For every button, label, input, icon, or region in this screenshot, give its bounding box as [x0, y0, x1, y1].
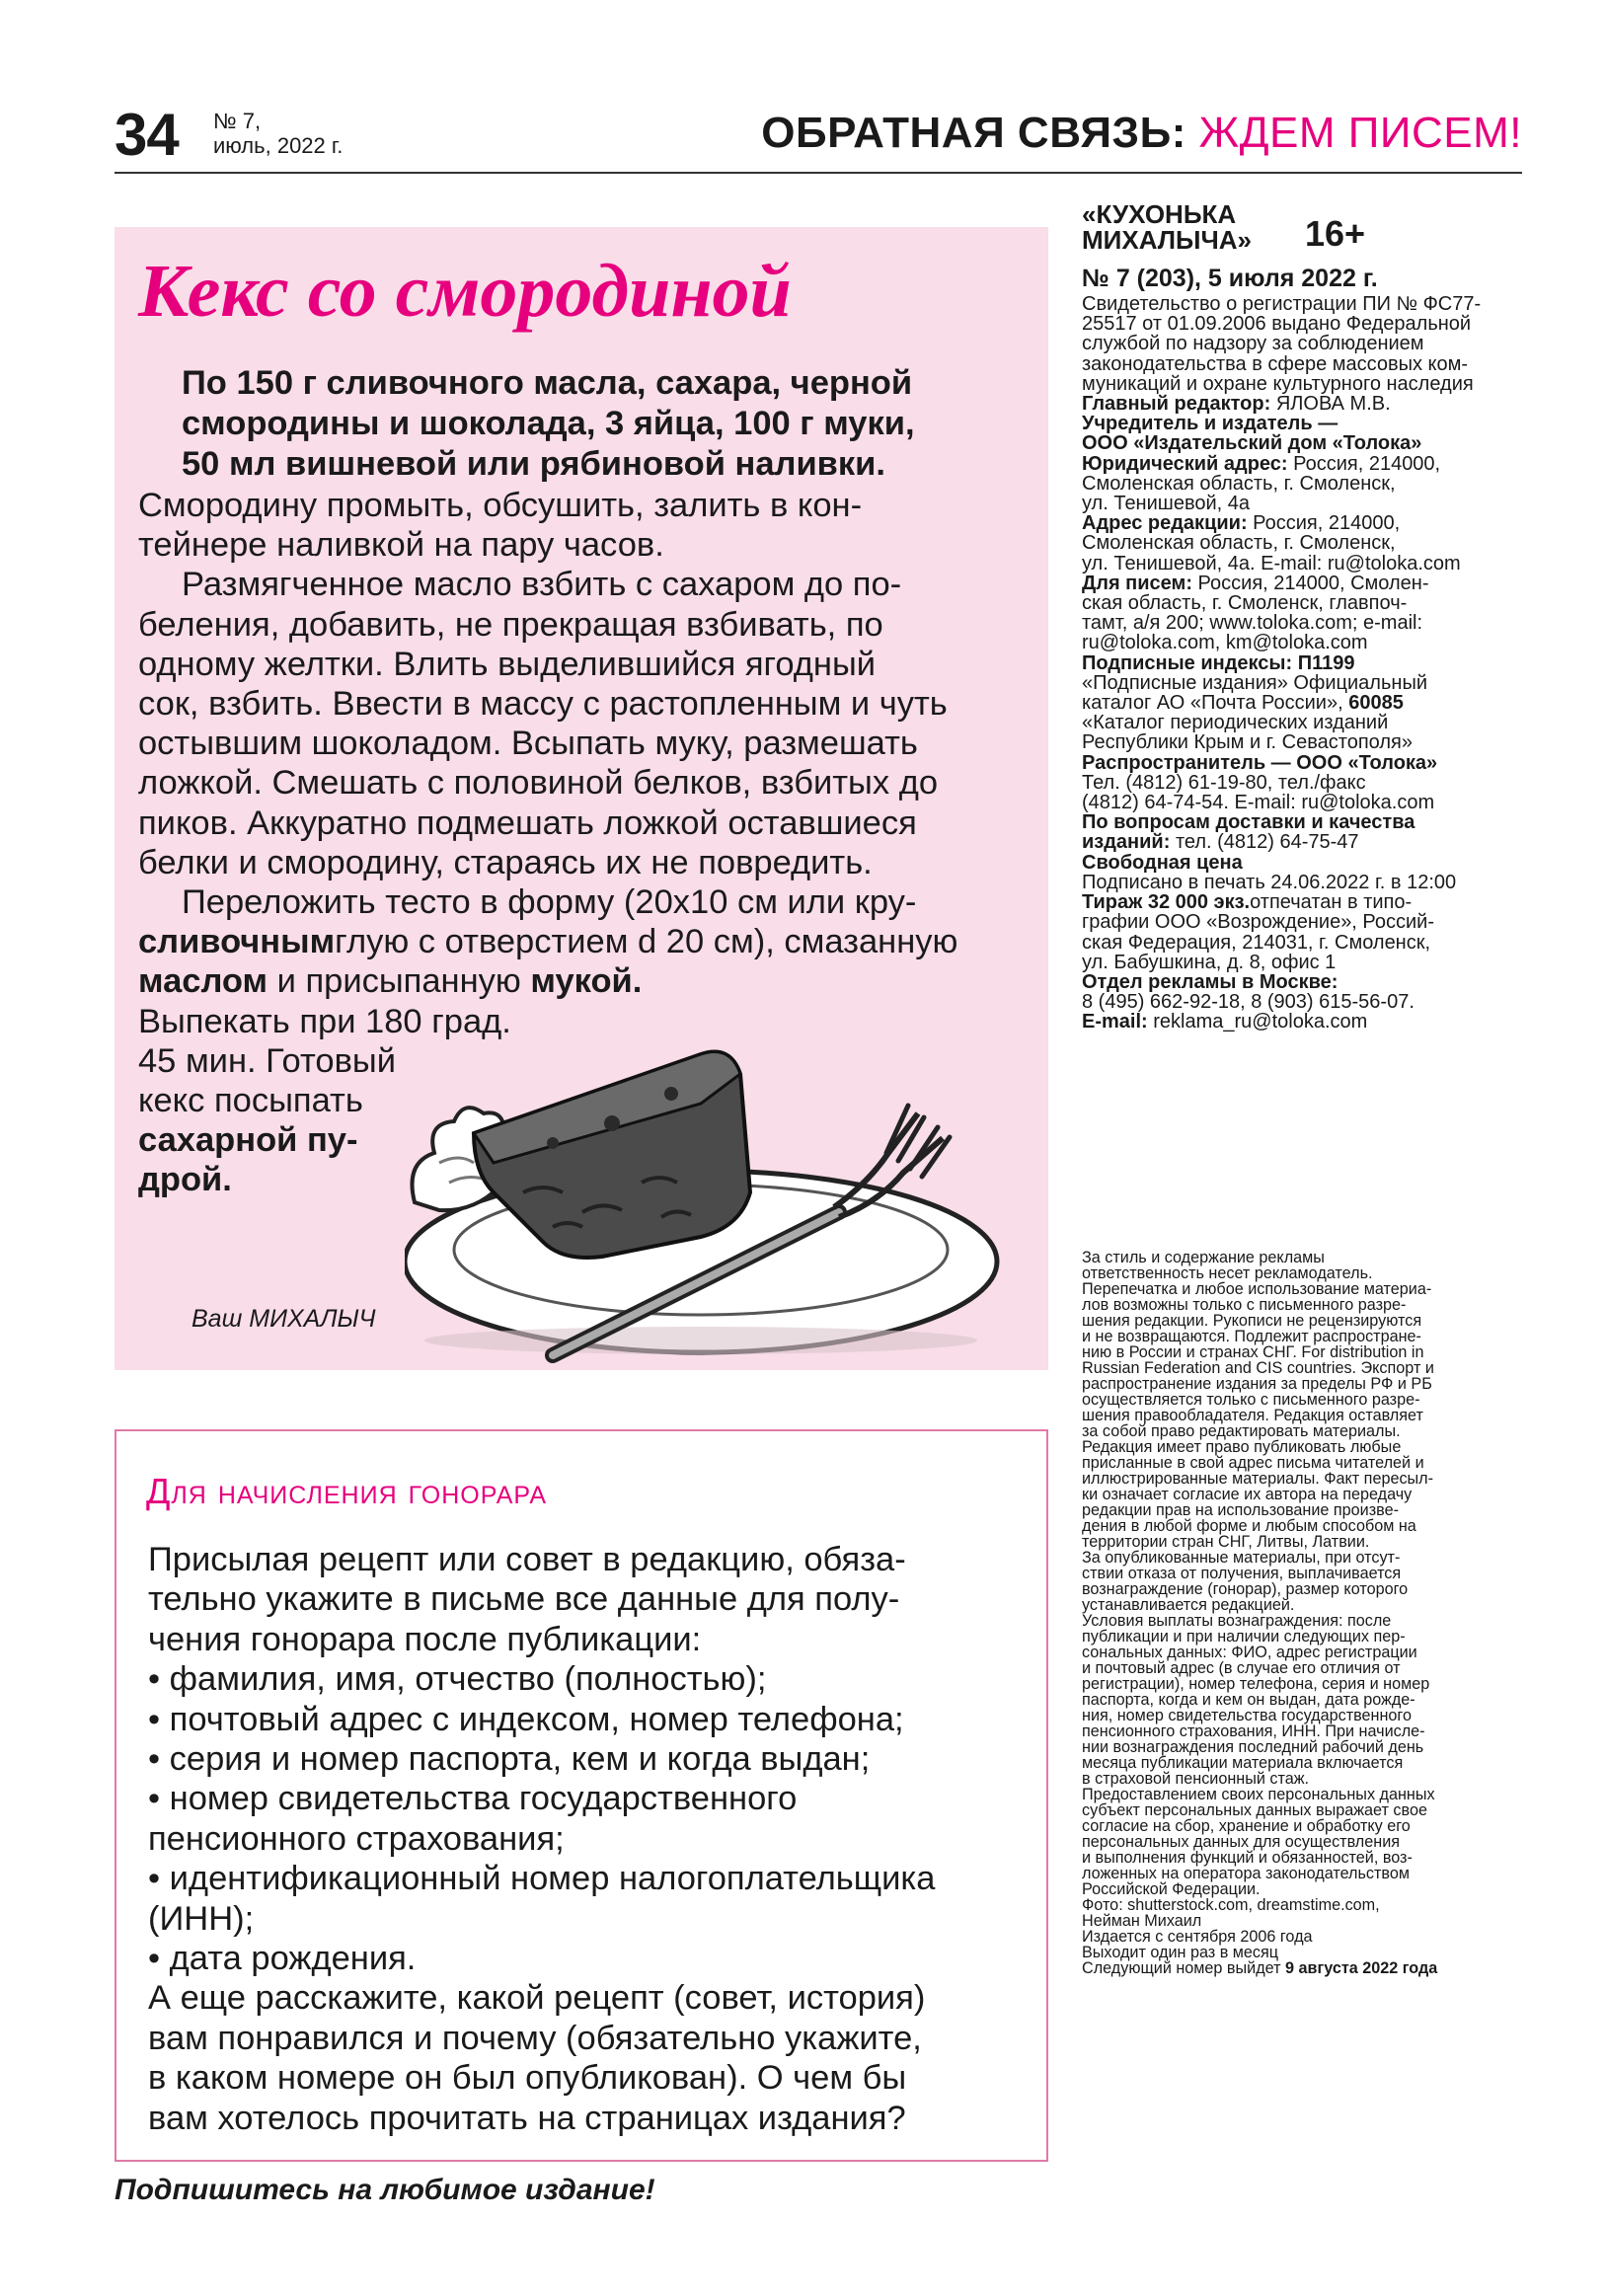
text: каталог АО «Почта России», [1082, 692, 1349, 715]
text: законодательства в сфере массовых ком- [1082, 352, 1469, 375]
text: тейнере наливкой на пару часов. [138, 526, 664, 565]
imprint-line [1082, 433, 1526, 453]
text: ЯЛОВА М.В. [1270, 393, 1391, 416]
text: «Каталог периодических изданий [1082, 712, 1389, 734]
honorarium-line: в каком номере он был опубликован). О чем бы [148, 2059, 907, 2098]
instruction-line [138, 882, 1036, 922]
bold-text: изданий: [1082, 831, 1171, 854]
text: Предоставлением своих персональных данных [1082, 1786, 1435, 1803]
text: сональных данных: ФИО, адрес регистрации [1082, 1644, 1417, 1661]
text: ложкой. Смешать с половиной белков, взбитых до [138, 764, 939, 803]
text: лов возможны только с письменного разре- [1082, 1296, 1407, 1314]
recipe-title: Кекс со смородиной [138, 250, 792, 333]
text: Россия, 214000, [1287, 452, 1441, 475]
imprint-line [1082, 972, 1526, 992]
text: ответственность несет рекламодатель. [1082, 1264, 1373, 1282]
text: редакции прав на использование произве- [1082, 1501, 1399, 1519]
text: и присыпанную [268, 962, 531, 1001]
text: тамт, а/я 200; www.toloka.com; e-mail: [1082, 612, 1423, 635]
text: Тел. (4812) 61-19-80, тел./факс [1082, 771, 1366, 794]
honorarium-text [148, 1540, 1027, 2138]
text: глую с отверстием d 20 см), смазанную [335, 923, 958, 961]
honorarium-title: Для начисления гонорара [146, 1471, 548, 1511]
imprint-line [1082, 613, 1526, 633]
legal-line [1082, 1408, 1526, 1423]
text: Россия, 214000, Смолен- [1192, 572, 1429, 594]
bold-text: E-mail: [1082, 1011, 1148, 1033]
text: Перепечатка и любое использование материа- [1082, 1280, 1432, 1298]
imprint-details [1082, 294, 1526, 1033]
instruction-line [138, 525, 1036, 565]
text: и почтовый адрес (в случае его отличия от [1082, 1659, 1401, 1677]
honorarium-line: • фамилия, имя, отчество (полностью); [148, 1660, 767, 1699]
text: ки означает согласие их автора на передачу [1082, 1486, 1413, 1503]
honorarium-line: • дата рождения. [148, 1940, 417, 1978]
instruction-line [138, 486, 1036, 525]
text: reklama_ru@toloka.com [1147, 1011, 1368, 1033]
legal-line [1082, 1360, 1526, 1376]
text: согласие на сбор, хранение и обработку его [1082, 1817, 1411, 1835]
imprint-line [1082, 873, 1526, 892]
text: нии вознаграждения последний рабочий день [1082, 1738, 1424, 1756]
legal-line [1082, 1329, 1526, 1344]
magazine-name-line1: «КУХОНЬКА [1082, 199, 1237, 229]
text: осуществляется только с письменного разре- [1082, 1391, 1420, 1409]
legal-line [1082, 1518, 1526, 1534]
legal-line [1082, 1313, 1526, 1329]
text: шения редакции. Рукописи не рецензируются [1082, 1312, 1422, 1330]
bold-text: дрой. [138, 1161, 232, 1199]
imprint-line [1082, 414, 1526, 433]
text: Смоленская область, г. Смоленск, [1082, 532, 1396, 555]
legal-line [1082, 1897, 1526, 1913]
page-number: 34 [115, 102, 179, 168]
ingredient-line: По 150 г сливочного масла, сахара, черной [182, 364, 913, 402]
bold-text: Учредитель и издатель — [1082, 413, 1338, 435]
imprint-line [1082, 653, 1526, 673]
text: публикации и при наличии следующих пер- [1082, 1628, 1406, 1645]
text: Выходит один раз в месяц [1082, 1944, 1279, 1961]
text: сок, взбить. Ввести в массу с растопленным и чуть [138, 685, 948, 724]
cake-plate-illustration [405, 1015, 1048, 1370]
text: Свидетельство о регистрации ПИ № ФС77- [1082, 293, 1482, 315]
text: 45 мин. Готовый [138, 1041, 396, 1080]
ingredient-line: 50 мл вишневой или рябиновой наливки. [182, 445, 885, 483]
text: Российской Федерации. [1082, 1880, 1261, 1898]
legal-line [1082, 1392, 1526, 1408]
text: Республики Крым и г. Севастополя» [1082, 731, 1413, 754]
text: территории стран СНГ, Литвы, Латвии. [1082, 1533, 1370, 1551]
honorarium-line: вам понравился и почему (обязательно укажите, [148, 2019, 922, 2057]
legal-line [1082, 1455, 1526, 1471]
honorarium-line: пенсионного страхования; [148, 1819, 565, 1858]
legal-line [1082, 1629, 1526, 1645]
bold-text: Юридический адрес: [1082, 452, 1288, 475]
text: тел. (4812) 64-75-47 [1170, 831, 1359, 854]
text: ул. Тенишевой, 4а [1082, 493, 1250, 515]
imprint-line [1082, 294, 1526, 314]
text: персональных данных для осуществления [1082, 1833, 1401, 1851]
legal-line [1082, 1850, 1526, 1866]
honorarium-line: вам хотелось прочитать на страницах издания? [148, 2099, 906, 2137]
text: (4812) 64-74-54. E-mail: ru@toloka.com [1082, 792, 1435, 814]
imprint-line [1082, 793, 1526, 812]
legal-line [1082, 1660, 1526, 1676]
text: ул. Бабушкина, д. 8, офис 1 [1082, 951, 1337, 973]
legal-line [1082, 1439, 1526, 1455]
text: муникаций и охране культурного наследия [1082, 372, 1474, 395]
issue-info [213, 109, 343, 158]
bold-text: 60085 [1348, 692, 1404, 715]
imprint-line [1082, 454, 1526, 474]
text: Фото: shutterstock.com, dreamstime.com, [1082, 1896, 1380, 1914]
text: устанавливается редакцией. [1082, 1596, 1295, 1614]
text: регистрации), номер телефона, серия и номер [1082, 1675, 1430, 1693]
text: паспорта, когда и кем он выдан, дата рожде- [1082, 1691, 1415, 1709]
bold-text: По вопросам доставки и качества [1082, 811, 1415, 834]
imprint-line [1082, 773, 1526, 793]
bold-text: маслом [138, 962, 268, 1001]
imprint-line [1082, 314, 1526, 334]
instruction-line [138, 922, 1036, 961]
magazine-name [1082, 201, 1252, 253]
imprint-line [1082, 732, 1526, 752]
text: ния, номер свидетельства государственного [1082, 1707, 1412, 1724]
honorarium-line: • почтовый адрес с индексом, номер телефона; [148, 1700, 904, 1738]
age-rating: 16+ [1305, 213, 1366, 254]
legal-line [1082, 1802, 1526, 1818]
text: нию в России и странах СНГ. For distribution in [1082, 1343, 1424, 1361]
legal-line [1082, 1502, 1526, 1518]
text: кекс посыпать [138, 1082, 363, 1120]
issue-date: июль, 2022 г. [213, 133, 344, 158]
honorarium-line: тельно укажите в письме все данные для полу- [148, 1580, 900, 1619]
imprint-line [1082, 374, 1526, 394]
text: дения в любой форме и любым способом на [1082, 1517, 1416, 1535]
honorarium-line: Присылая рецепт или совет в редакцию, обяза- [148, 1541, 906, 1578]
page-header [115, 97, 1522, 176]
bold-text: Отдел рекламы в Москве: [1082, 970, 1338, 993]
bold-text: Адрес редакции: [1082, 512, 1248, 535]
text: «Подписные издания» Официальный [1082, 671, 1427, 694]
imprint-line [1082, 713, 1526, 732]
honorarium-line: А еще расскажите, какой рецепт (совет, история) [148, 1979, 926, 2018]
legal-line [1082, 1881, 1526, 1897]
text: остывшим шоколадом. Всыпать муку, размешать [138, 725, 918, 763]
text: Russian Federation and CIS countries. Экспорт и [1082, 1359, 1434, 1377]
text: пенсионного страхования, ИНН. При начисле- [1082, 1722, 1425, 1740]
imprint-line [1082, 554, 1526, 574]
text: службой по надзору за соблюдением [1082, 333, 1424, 355]
text: Переложить тесто в форму (20х10 см или кру- [182, 883, 917, 922]
honorarium-line: • серия и номер паспорта, кем и когда выдан; [148, 1740, 871, 1779]
imprint-line [1082, 933, 1526, 953]
legal-line [1082, 1534, 1526, 1550]
text: Россия, 214000, [1247, 512, 1401, 535]
instruction-line [138, 961, 1036, 1001]
text: месяца публикации материала включается [1082, 1754, 1404, 1772]
legal-line [1082, 1945, 1526, 1960]
imprint-legal [1082, 1250, 1526, 1976]
legal-line [1082, 1960, 1526, 1976]
bold-text: 9 августа 2022 года [1285, 1959, 1438, 1977]
bold-text: сахарной пу- [138, 1121, 358, 1160]
text: За стиль и содержание рекламы [1082, 1249, 1325, 1266]
instruction-line [138, 763, 1036, 803]
legal-line [1082, 1581, 1526, 1597]
text: распространение издания за пределы РФ и РБ [1082, 1375, 1432, 1393]
text: ская область, г. Смоленск, главпоч- [1082, 592, 1408, 615]
text: 8 (495) 662-92-18, 8 (903) 615-56-07. [1082, 991, 1415, 1014]
legal-line [1082, 1787, 1526, 1802]
instruction-line [138, 724, 1036, 763]
legal-line [1082, 1297, 1526, 1313]
text: ул. Тенишевой, 4а. E-mail: ru@toloka.com [1082, 552, 1461, 574]
legal-line [1082, 1929, 1526, 1945]
imprint-line [1082, 1012, 1526, 1032]
text: Нейман Михаил [1082, 1912, 1202, 1930]
bold-text: ООО «Издательский дом «Толока» [1082, 432, 1422, 455]
imprint-line [1082, 812, 1526, 832]
honorarium-line: • идентификационный номер налогоплательщика [148, 1860, 936, 1898]
legal-line [1082, 1281, 1526, 1297]
instruction-line [138, 684, 1036, 724]
legal-line [1082, 1692, 1526, 1708]
text: графии ООО «Возрождение», Россий- [1082, 911, 1435, 934]
bold-text: Распространитель — ООО «Толока» [1082, 751, 1438, 774]
text: За опубликованные материалы, при отсут- [1082, 1549, 1401, 1567]
imprint-line [1082, 992, 1526, 1012]
legal-line [1082, 1771, 1526, 1787]
text: и не возвращаются. Подлежит распростране- [1082, 1328, 1421, 1345]
legal-line [1082, 1913, 1526, 1929]
imprint-line [1082, 633, 1526, 652]
text: Издается с сентября 2006 года [1082, 1928, 1313, 1946]
header-divider [115, 172, 1522, 174]
instruction-line [138, 843, 1036, 882]
text: за собой право редактировать материалы. [1082, 1422, 1401, 1440]
imprint-line [1082, 354, 1526, 374]
imprint-line [1082, 673, 1526, 693]
text: вознаграждение (гонорар), размер которого [1082, 1580, 1409, 1598]
section-title-main: ОБРАТНАЯ СВЯЗЬ: [761, 109, 1186, 157]
recipe-ingredients [182, 363, 1040, 485]
bold-text: Подписные индексы: П1199 [1082, 651, 1355, 674]
text: в страховой пенсионный стаж. [1082, 1770, 1310, 1788]
text: Выпекать при 180 град. [138, 1002, 511, 1040]
imprint-line [1082, 853, 1526, 873]
honorarium-line: (ИНН); [148, 1899, 255, 1938]
legal-line [1082, 1645, 1526, 1660]
imprint-line [1082, 892, 1526, 912]
legal-line [1082, 1723, 1526, 1739]
instruction-line [138, 565, 1036, 604]
bold-text: Для писем: [1082, 572, 1192, 594]
legal-line [1082, 1676, 1526, 1692]
imprint-line [1082, 334, 1526, 353]
bold-text: Главный редактор: [1082, 393, 1271, 416]
issue-number: № 7, [213, 109, 262, 133]
imprint-line [1082, 574, 1526, 593]
imprint-line [1082, 693, 1526, 713]
text: Условия выплаты вознаграждения: после [1082, 1612, 1392, 1630]
legal-line [1082, 1739, 1526, 1755]
instruction-line [138, 645, 1036, 684]
legal-line [1082, 1818, 1526, 1834]
imprint-line [1082, 593, 1526, 613]
legal-line [1082, 1755, 1526, 1771]
imprint-line [1082, 533, 1526, 553]
imprint-line [1082, 753, 1526, 773]
imprint-issue: № 7 (203), 5 июля 2022 г. [1082, 265, 1378, 292]
imprint-line [1082, 474, 1526, 494]
ingredient-line: смородины и шоколада, 3 яйца, 100 г муки, [182, 405, 915, 442]
honorarium-line: • номер свидетельства государственного [148, 1780, 798, 1818]
legal-line [1082, 1376, 1526, 1392]
section-title-accent: ЖДЕМ ПИСЕМ! [1198, 109, 1522, 157]
recipe-signature: Ваш МИХАЛЫЧ [191, 1305, 376, 1333]
text: ствии отказа от получения, выплачивается [1082, 1565, 1402, 1582]
instruction-line [138, 605, 1036, 645]
text: ская Федерация, 214031, г. Смоленск, [1082, 931, 1431, 954]
legal-line [1082, 1250, 1526, 1265]
text: 25517 от 01.09.2006 выдано Федеральной [1082, 313, 1472, 336]
honorarium-box [115, 1429, 1048, 2162]
legal-line [1082, 1344, 1526, 1360]
legal-line [1082, 1550, 1526, 1566]
text: и выполнения функций и обязанностей, воз- [1082, 1849, 1413, 1867]
legal-line [1082, 1423, 1526, 1439]
imprint-line [1082, 912, 1526, 932]
imprint-line [1082, 953, 1526, 972]
text: ложенных на оператора законодательством [1082, 1865, 1410, 1882]
legal-line [1082, 1566, 1526, 1581]
instruction-line [138, 804, 1036, 843]
bold-text: Свободная цена [1082, 851, 1243, 874]
legal-line [1082, 1866, 1526, 1881]
text: Редакция имеет право публиковать любые [1082, 1438, 1402, 1456]
subscribe-slogan: Подпишитесь на любимое издание! [115, 2174, 655, 2206]
section-title [761, 109, 1522, 158]
text: Смородину промыть, обсушить, залить в кон- [138, 487, 863, 524]
text: иллюстрированные материалы. Факт пересыл- [1082, 1470, 1434, 1488]
text: Следующий номер выйдет [1082, 1959, 1286, 1977]
text: одному желтки. Влить выделившийся ягодный [138, 645, 877, 683]
legal-line [1082, 1487, 1526, 1502]
text: Смоленская область, г. Смоленск, [1082, 472, 1396, 495]
honorarium-line: чения гонорара после публикации: [148, 1620, 702, 1658]
imprint-line [1082, 394, 1526, 414]
bold-text: сливочным [138, 923, 336, 961]
bold-text: Тираж 32 000 экз. [1082, 891, 1251, 914]
text: отпечатан в типо- [1250, 891, 1413, 914]
text: беления, добавить, не прекращая взбивать, по [138, 605, 883, 644]
text: Размягченное масло взбить с сахаром до по- [182, 566, 902, 604]
magazine-name-line2: МИХАЛЫЧА» [1082, 225, 1252, 255]
text: пиков. Аккуратно подмешать ложкой оставшиеся [138, 804, 917, 842]
bold-text: мукой. [530, 962, 643, 1001]
legal-line [1082, 1597, 1526, 1613]
text: белки и смородину, стараясь их не повредить. [138, 843, 873, 881]
text: субъект персональных данных выражает свое [1082, 1801, 1427, 1819]
imprint-line [1082, 513, 1526, 533]
imprint-line [1082, 832, 1526, 852]
text: Подписано в печать 24.06.2022 г. в 12:00 [1082, 871, 1457, 893]
imprint-line [1082, 494, 1526, 513]
legal-line [1082, 1471, 1526, 1487]
legal-line [1082, 1265, 1526, 1281]
legal-line [1082, 1834, 1526, 1850]
legal-line [1082, 1613, 1526, 1629]
text: ru@toloka.com, km@toloka.com [1082, 632, 1368, 654]
legal-line [1082, 1708, 1526, 1723]
text: присланные в свой адрес письма читателей и [1082, 1454, 1424, 1472]
text: шения правообладателя. Редакция оставляет [1082, 1407, 1423, 1424]
